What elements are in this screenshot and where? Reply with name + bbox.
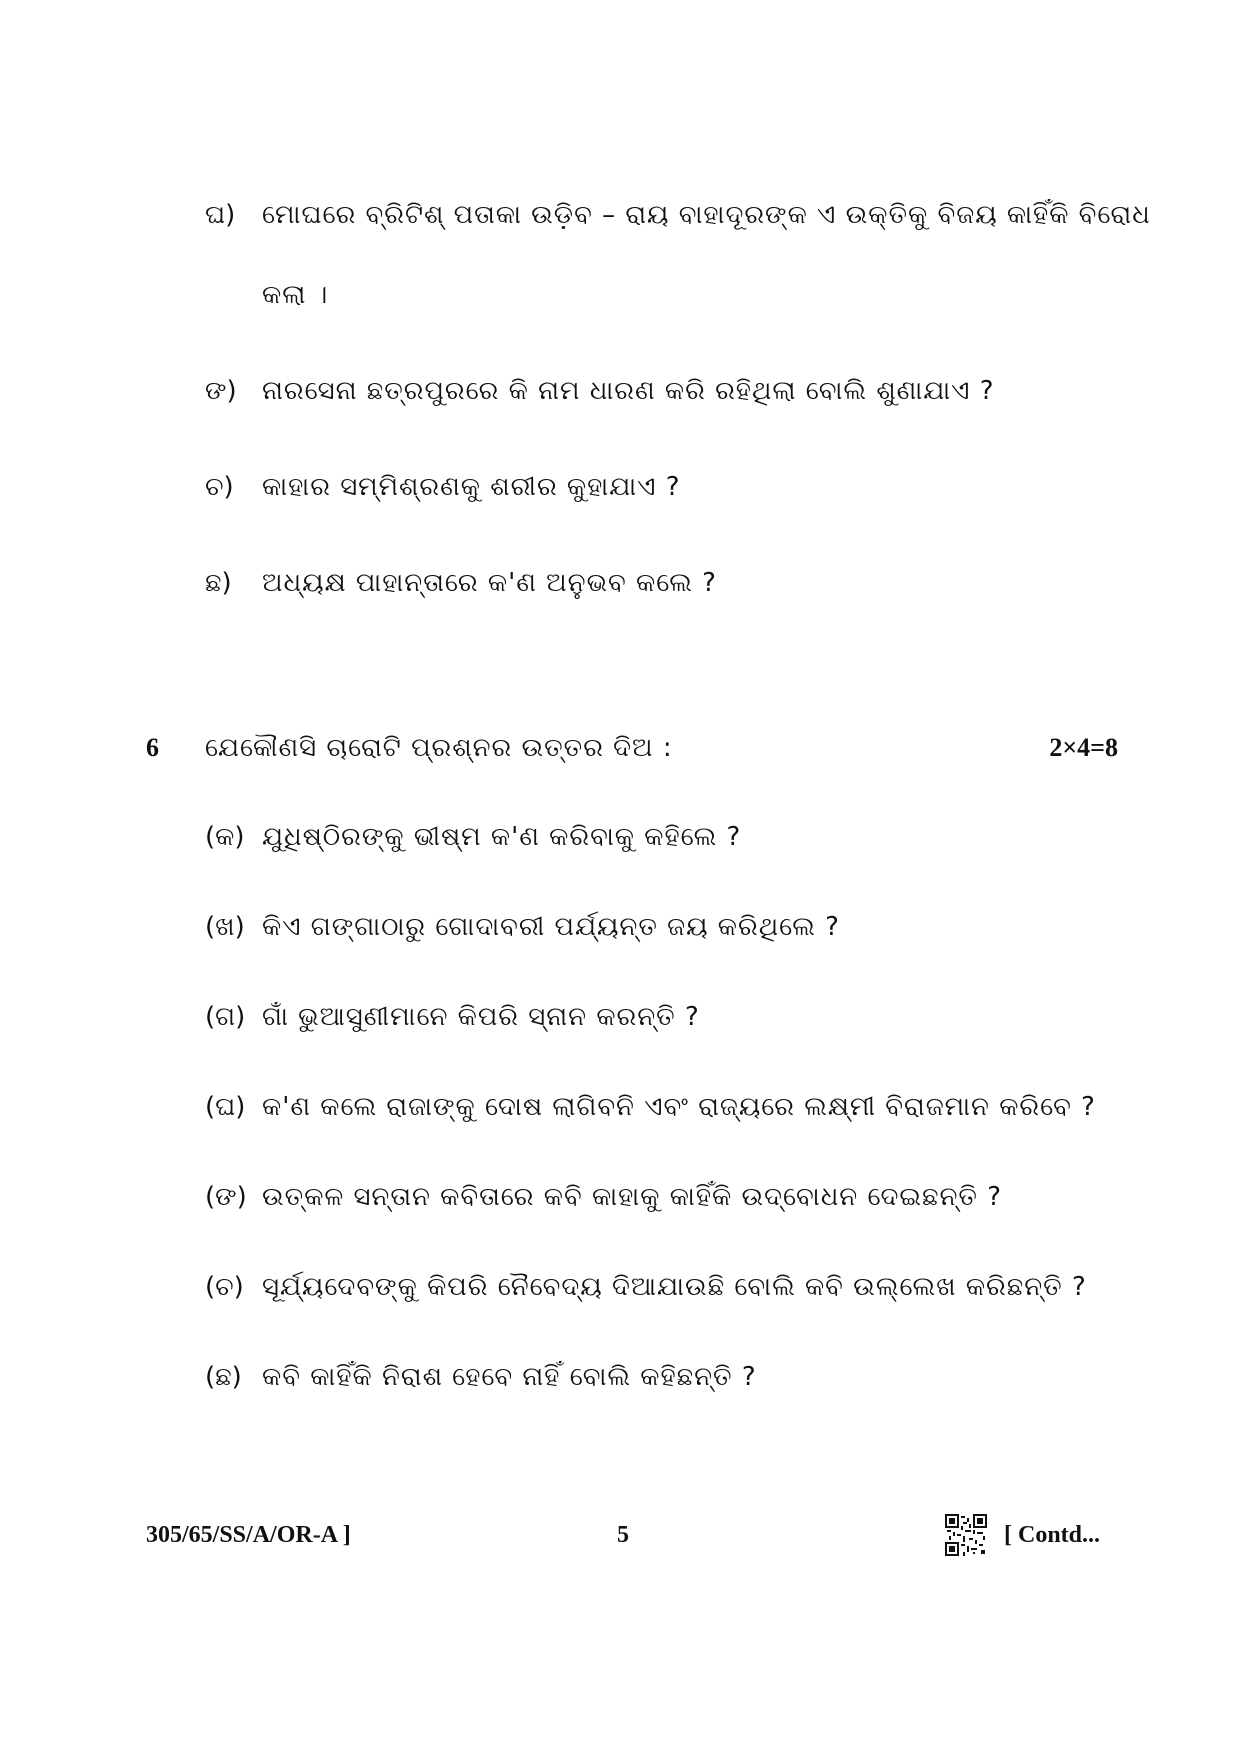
question-text-gha-6: କ'ଣ କଲେ ରାଜାଙ୍କୁ ଦୋଷ ଲାଗିବନି ଏବଂ ରାଜ୍ୟରେ ଲକ୍ଷ୍ମୀ ବିରାଜମାନ କରିବେ ? — [262, 1092, 1096, 1122]
question-text-gha-line2: କଲା । — [262, 280, 329, 310]
item-marker-gha: ଘ) — [205, 200, 236, 230]
question-prompt: ଯେକୌଣସି ଚାରୋଟି ପ୍ରଶ୍ନର ଉତ୍ତର ଦିଅ : — [205, 733, 673, 763]
item-marker-chha-6: (ଛ) — [205, 1362, 242, 1392]
item-marker-nga-6: (ଙ) — [205, 1182, 247, 1212]
question-text-chha: ଅଧ୍ୟକ୍ଷ ପାହାନ୍ତାରେ କ'ଣ ଅନୁଭବ କଲେ ? — [262, 568, 717, 598]
item-marker-ga: (ଗ) — [205, 1002, 246, 1032]
qr-code-icon — [945, 1514, 987, 1556]
item-marker-chha: ଛ) — [205, 568, 232, 598]
item-marker-ka: (କ) — [205, 822, 245, 852]
question-text-ga: ଗାଁ ଭୁଆସୁଣୀମାନେ କିପରି ସ୍ନାନ କରନ୍ତି ? — [262, 1002, 700, 1032]
question-text-chha-6: କବି କାହିଁକି ନିରାଶ ହେବେ ନାହିଁ ବୋଲି କହିଛନ୍ତି ? — [262, 1362, 757, 1392]
question-text-cha-6: ସୂର୍ଯ୍ୟଦେବଙ୍କୁ କିପରି ନୈବେଦ୍ୟ ଦିଆଯାଉଛି ବୋଲି କବି ଉଲ୍ଲେଖ କରିଛନ୍ତି ? — [262, 1272, 1087, 1302]
question-text-kha: କିଏ ଗଙ୍ଗାଠାରୁ ଗୋଦାବରୀ ପର୍ଯ୍ୟନ୍ତ ଜୟ କରିଥିଲେ ? — [262, 912, 840, 942]
page-number: 5 — [617, 1522, 629, 1548]
question-text-cha: କାହାର ସମ୍ମିଶ୍ରଣକୁ ଶରୀର କୁହାଯାଏ ? — [262, 472, 681, 502]
question-number: 6 — [146, 733, 159, 762]
item-marker-cha: ଚ) — [205, 472, 234, 502]
paper-code: 305/65/SS/A/OR-A ] — [146, 1522, 351, 1548]
item-marker-kha: (ଖ) — [205, 912, 245, 942]
question-text-nga-6: ଉତ୍କଳ ସନ୍ତାନ କବିତାରେ କବି କାହାକୁ କାହିଁକି ଉଦ୍‌ବୋଧନ ଦେଇଛନ୍ତି ? — [262, 1182, 1003, 1212]
marks-allocation: 2×4=8 — [1049, 733, 1118, 762]
continued-marker: [ Contd... — [1004, 1522, 1101, 1548]
item-marker-nga: ଙ) — [205, 376, 237, 406]
question-text-ka: ଯୁଧିଷ୍ଠିରଙ୍କୁ ଭୀଷ୍ମ କ'ଣ କରିବାକୁ କହିଲେ ? — [262, 822, 742, 852]
question-text-nga: ନାରସେନା ଛତ୍ରପୁରରେ କି ନାମ ଧାରଣ କରି ରହିଥିଲା ବୋଲି ଶୁଣାଯାଏ ? — [262, 376, 995, 406]
item-marker-gha-6: (ଘ) — [205, 1092, 246, 1122]
item-marker-cha-6: (ଚ) — [205, 1272, 244, 1302]
question-text-gha-line1: ମୋଘରେ ବ୍ରିଟିଶ୍ ପତାକା ଉଡ଼ିବ – ରାୟ ବାହାଦୂରଙ୍କ ଏ ଉକ୍ତିକୁ ବିଜୟ କାହିଁକି ବିରୋଧ — [262, 200, 1151, 230]
